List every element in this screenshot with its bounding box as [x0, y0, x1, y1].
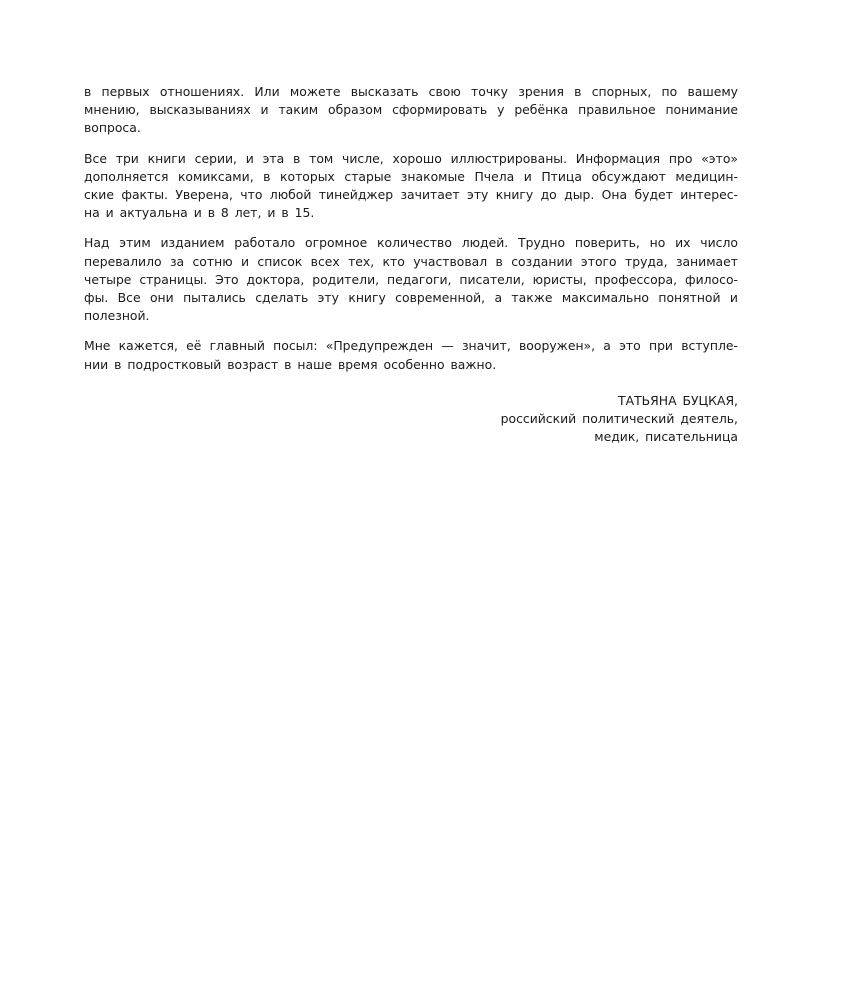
- paragraph-2: [84, 150, 738, 223]
- paragraph-3: [84, 234, 738, 325]
- text-line: нии в подростковый возраст в наше время особенно важно.: [84, 356, 497, 372]
- text-line: ские факты. Уверена, что любой тинейджер зачитает эту книгу до дыр. Она будет интерес-: [84, 187, 738, 203]
- text-line: на и актуальна и в 8 лет, и в 15.: [84, 205, 315, 221]
- text-line: Над этим изданием работало огромное количество людей. Трудно поверить, но их число: [84, 235, 738, 251]
- text-line: четыре страницы. Это доктора, родители, педагоги, писатели, юристы, профессора, филосо-: [84, 271, 738, 287]
- text-line: вопроса.: [84, 120, 141, 136]
- article-body: [84, 83, 738, 446]
- paragraph-4: [84, 337, 738, 373]
- text-line: в первых отношениях. Или можете высказать свою точку зрения в спорных, по вашему: [84, 84, 738, 99]
- paragraph-1: [84, 83, 738, 138]
- text-line: фы. Все они пытались сделать эту книгу современной, а также максимально понятной и: [84, 290, 738, 306]
- text-line: перевалило за сотню и список всех тех, кто участвовал в создании этого труда, занимает: [84, 253, 738, 269]
- author-signature: [84, 392, 738, 447]
- text-line: Мне кажется, её главный посыл: «Предупрежден — значит, вооружен», а это при вступле-: [84, 338, 738, 354]
- text-line: Все три книги серии, и эта в том числе, хорошо иллюстрированы. Информация про «это»: [84, 150, 738, 166]
- text-line: дополняется комиксами, в которых старые знакомые Пчела и Птица обсуждают медицин-: [84, 168, 738, 184]
- author-role: российский политический деятель,: [500, 411, 738, 427]
- author-name: ТАТЬЯНА БУЦКАЯ,: [618, 392, 738, 408]
- author-profession: медик, писательница: [594, 429, 738, 445]
- text-line: мнению, высказываниях и таким образом сформировать у ребёнка правильное понимание: [84, 102, 738, 118]
- text-line: полезной.: [84, 308, 150, 324]
